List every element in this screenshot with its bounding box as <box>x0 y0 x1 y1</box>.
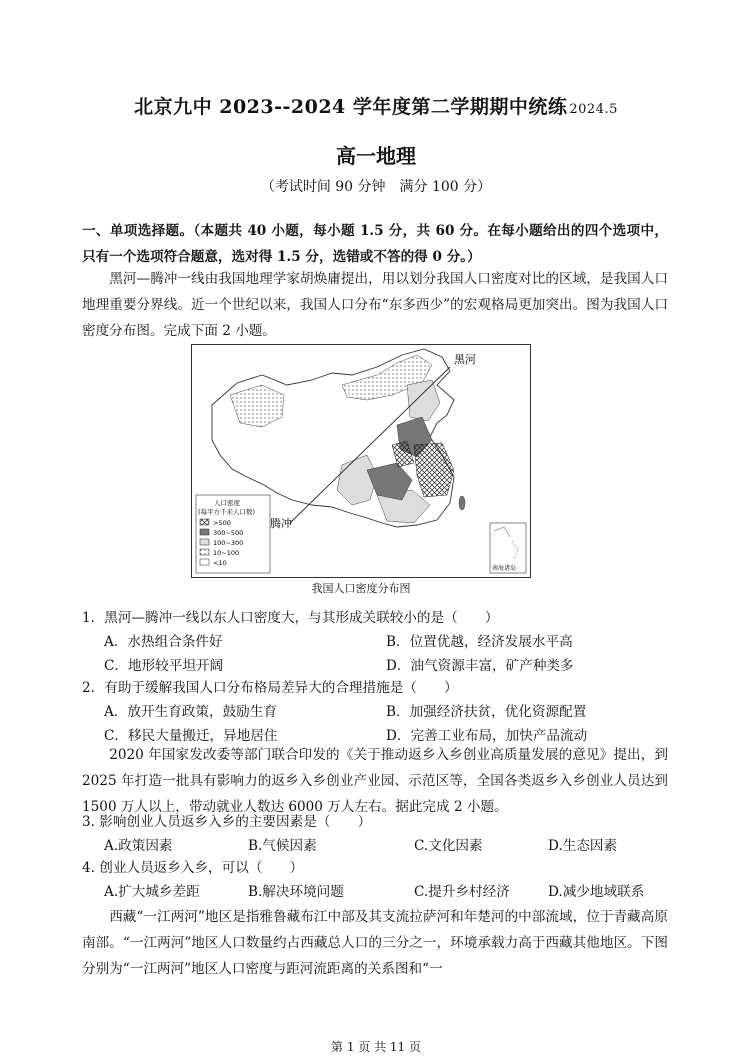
population-density-map <box>191 344 531 578</box>
q4-option-b[interactable]: B.解决环境问题 <box>248 884 344 900</box>
q4-option-c[interactable]: C.提升乡村经济 <box>414 884 510 900</box>
legend-item-5: <10 <box>213 559 227 567</box>
inset-label: 南海诸岛 <box>492 565 517 572</box>
q2-option-d[interactable]: D．完善工业布局，加快产品流动 <box>386 728 588 744</box>
q3-option-a[interactable]: A.政策因素 <box>104 838 173 854</box>
question-1-stem: 1．黑河—腾冲一线以东人口密度大，与其形成关联较小的是（ ） <box>82 610 499 626</box>
legend-item-2: 300~500 <box>213 529 244 537</box>
map-caption: 我国人口密度分布图 <box>311 582 411 595</box>
title-date: 2024.5 <box>569 102 618 117</box>
q3-option-d[interactable]: D.生态因素 <box>548 838 618 854</box>
q1-option-a[interactable]: A．水热组合条件好 <box>104 634 223 650</box>
legend-item-1: >500 <box>213 519 231 527</box>
q3-option-c[interactable]: C.文化因素 <box>414 838 483 854</box>
q4-option-a[interactable]: A.扩大城乡差距 <box>104 884 200 900</box>
label-heihe: 黑河 <box>454 353 476 366</box>
intro-paragraph-2: 2020 年国家发改委等部门联合印发的《关于推动返乡入乡创业高质量发展的意见》提出，到 2025 年打造一批具有影响力的返乡入乡创业产业园、示范区等，全国各类返乡入乡创业人员达到 1500 万人以上，带动就业人数达 6000 万人左右。据此完成 2 小题。 <box>82 747 668 815</box>
map-svg <box>192 345 530 577</box>
question-3-options <box>0 834 752 858</box>
subject-title: 高一地理 <box>336 144 416 168</box>
question-4-options <box>0 880 752 904</box>
q4-option-d[interactable]: D.减少地域联系 <box>548 884 645 900</box>
title-main: 北京九中 2023--2024 学年度第二学期期中统练 <box>134 96 568 118</box>
label-tengchong: 腾冲 <box>270 517 292 530</box>
page-footer: 第 1 页 共 11 页 <box>331 1040 421 1054</box>
q2-option-a[interactable]: A．放开生育政策，鼓励生育 <box>104 704 277 720</box>
question-4-stem: 4. 创业人员返乡入乡，可以（ ） <box>82 860 304 876</box>
south-sea-inset <box>490 523 526 573</box>
taiwan <box>459 496 465 510</box>
question-2-stem: 2．有助于缓解我国人口分布格局差异大的合理措施是（ ） <box>82 680 458 696</box>
exam-info: （考试时间 90 分钟 满分 100 分） <box>260 179 492 195</box>
intro-paragraph-1: 黑河—腾冲一线由我国地理学家胡焕庸提出，用以划分我国人口密度对比的区域，是我国人口地理重要分界线。近一个世纪以来，我国人口分布“东多西少”的宏观格局更加突出。图为我国人口密度分布图。完成下面 2 小题。 <box>82 271 668 339</box>
intro-paragraph-3: 西藏“一江两河”地区是指雅鲁藏布江中部及其支流拉萨河和年楚河的中部流域，位于青藏高原南部。“一江两河”地区人口数量约占西藏总人口的三分之一，环境承载力高于西藏其他地区。下图分别为“一江两河”地区人口密度与距河流距离的关系图和“一 <box>82 909 668 977</box>
q1-option-c[interactable]: C．地形较平坦开阔 <box>104 658 224 674</box>
question-1-options <box>0 630 752 680</box>
legend-item-3: 100~300 <box>213 539 244 547</box>
q2-option-b[interactable]: B．加强经济扶贫，优化资源配置 <box>386 704 587 720</box>
legend-unit: (每平方千米人口数) <box>198 508 256 516</box>
page-title <box>0 92 752 119</box>
legend-item-4: 10~100 <box>213 549 240 557</box>
q1-option-b[interactable]: B．位置优越，经济发展水平高 <box>386 634 573 650</box>
section-heading: 一、单项选择题。（本题共 40 小题，每小题 1.5 分，共 60 分。在每小题给出的四个选项中，只有一个选项符合题意，选对得 1.5 分，选错或不答的得 0 分。） <box>82 223 668 265</box>
q3-option-b[interactable]: B.气候因素 <box>248 838 317 854</box>
q1-option-d[interactable]: D．油气资源丰富，矿产种类多 <box>386 658 574 674</box>
map-legend <box>196 495 270 573</box>
legend-title: 人口密度 <box>214 499 240 507</box>
q2-option-c[interactable]: C．移民大量搬迁，异地居住 <box>104 728 278 744</box>
question-3-stem: 3. 影响创业人员返乡入乡的主要因素是（ ） <box>82 814 372 830</box>
